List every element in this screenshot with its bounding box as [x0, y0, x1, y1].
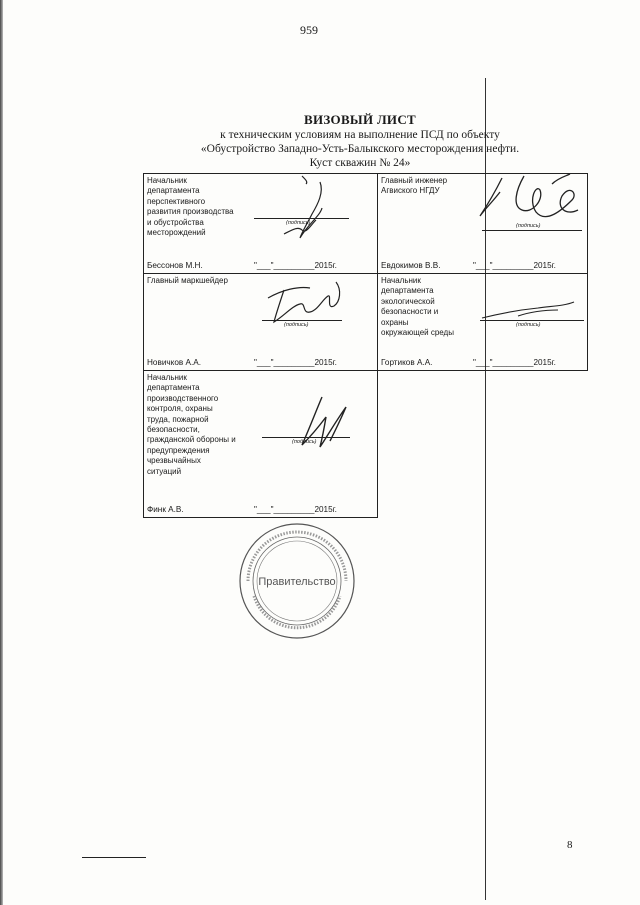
visa-cell-production-control [143, 370, 378, 518]
visa-role: Главный инженер Агвиского НГДУ [381, 176, 448, 196]
official-stamp [238, 522, 356, 640]
visa-cell-ecology [377, 273, 588, 371]
signature-caption: (подпись) [516, 322, 541, 328]
scan-edge-shadow [0, 0, 3, 905]
handwritten-signature [262, 174, 352, 249]
visa-cell-development [143, 173, 378, 274]
signature-caption: (подпись) [516, 223, 541, 229]
page-footer-mark: 8 [567, 839, 573, 851]
footnote-line [82, 857, 146, 858]
signature-line [254, 218, 349, 219]
document-header [140, 112, 580, 170]
document-subtitle-line2: «Обустройство Западно-Усть-Балыкского месторождения нефти. [200, 143, 520, 155]
visa-name: Гортиков А.А. [381, 358, 433, 367]
visa-role: Начальник департамента производственного контроля, охраны труда, пожарной безопасности, гражданской обороны и предупреждения чрезвычайных ситуаций [147, 373, 236, 476]
visa-name: Финк А.В. [147, 505, 184, 514]
signature-caption: (подпись) [292, 439, 317, 445]
page-number: 959 [300, 23, 318, 37]
visa-date: "___"_________2015г. [473, 261, 556, 270]
signature-caption: (подпись) [286, 220, 311, 226]
visa-cell-chief-engineer [377, 173, 588, 274]
signature-line [262, 437, 350, 438]
visa-role: Главный маркшейдер [147, 276, 228, 285]
document-title: ВИЗОВЫЙ ЛИСТ [303, 112, 416, 127]
signature-line [262, 320, 342, 321]
signature-line [482, 230, 582, 231]
visa-role: Начальник департамента перспективного развития производства и обустройства месторождений [147, 176, 234, 238]
signature-caption: (подпись) [284, 322, 309, 328]
visa-cell-empty [377, 370, 588, 518]
visa-date: "___"_________2015г. [254, 261, 337, 270]
document-subtitle-line1: к техническим условиям на выполнение ПСД по объекту [220, 129, 500, 141]
document-subtitle-line3: Куст скважин № 24» [309, 157, 411, 169]
stamp-text: Правительство [258, 576, 336, 588]
visa-table [144, 174, 588, 518]
visa-date: "___"_________2015г. [254, 358, 337, 367]
signature-line [480, 320, 584, 321]
visa-name: Бессонов М.Н. [147, 261, 203, 270]
visa-cell-surveyor [143, 273, 378, 371]
visa-name: Евдокимов В.В. [381, 261, 441, 270]
visa-date: "___"_________2015г. [473, 358, 556, 367]
visa-name: Новичков А.А. [147, 358, 201, 367]
handwritten-signature [282, 391, 372, 461]
visa-date: "___"_________2015г. [254, 505, 337, 514]
visa-role: Начальник департамента экологической безопасности и охраны окружающей среды [381, 276, 454, 338]
